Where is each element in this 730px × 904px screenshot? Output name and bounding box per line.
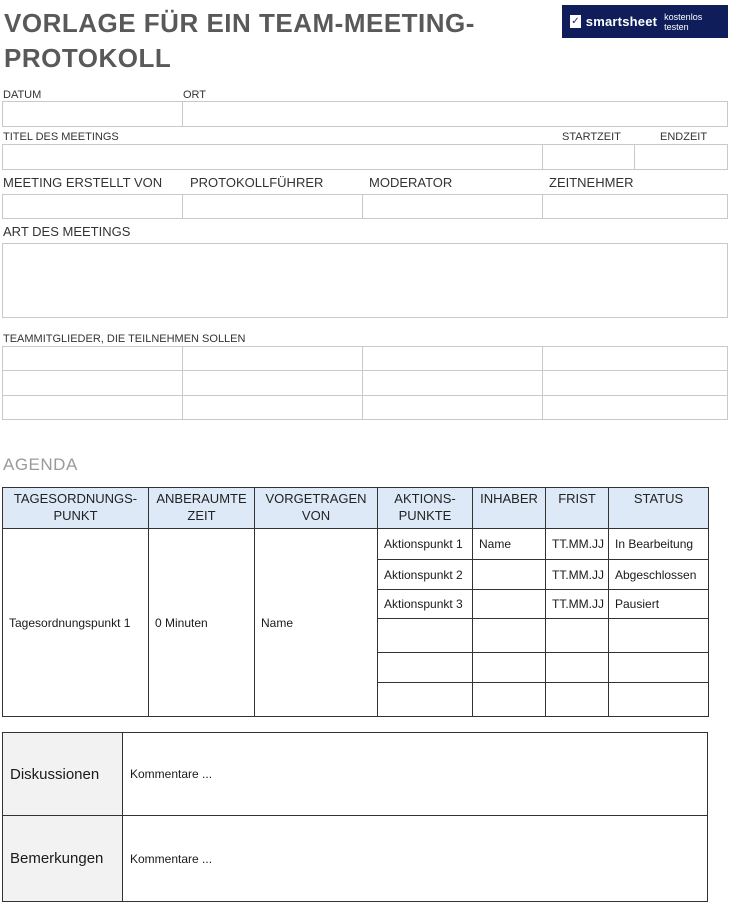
endzeit-label: ENDZEIT: [660, 131, 708, 143]
action-cell[interactable]: Aktionspunkt 2: [378, 560, 473, 590]
art-label: ART DES MEETINGS: [3, 224, 131, 239]
teilnehmer-cell[interactable]: [2, 346, 183, 371]
header-inhaber: INHABER: [473, 488, 546, 529]
erstellt-von-field[interactable]: [2, 194, 183, 219]
zeitnehmer-field[interactable]: [542, 194, 728, 219]
status-cell[interactable]: [609, 653, 709, 683]
inhaber-cell[interactable]: [473, 619, 546, 653]
header-von: VORGETRAGEN VON: [255, 488, 378, 529]
zeitnehmer-label: ZEITNEHMER: [549, 175, 634, 190]
endzeit-field[interactable]: [634, 144, 728, 170]
teilnehmer-cell[interactable]: [182, 346, 363, 371]
bemerkungen-heading: Bemerkungen: [3, 816, 123, 902]
action-cell[interactable]: Aktionspunkt 1: [378, 529, 473, 560]
status-cell[interactable]: [609, 619, 709, 653]
titel-label: TITEL DES MEETINGS: [3, 131, 119, 143]
agenda-item-punkt[interactable]: Tagesordnungspunkt 1: [3, 529, 149, 717]
agenda-item-von[interactable]: Name: [255, 529, 378, 717]
teilnehmer-cell[interactable]: [542, 370, 728, 396]
bemerkungen-comments[interactable]: Kommentare ...: [123, 816, 708, 902]
inhaber-cell[interactable]: [473, 683, 546, 717]
datum-label: DATUM: [3, 89, 42, 101]
comments-table: [2, 732, 708, 902]
header-punkt: TAGESORDNUNGS-PUNKT: [3, 488, 149, 529]
checkmark-icon: ✓: [571, 16, 580, 27]
teilnehmer-cell[interactable]: [542, 346, 728, 371]
protokollfuehrer-label: PROTOKOLLFÜHRER: [190, 175, 324, 190]
frist-cell[interactable]: [546, 653, 609, 683]
startzeit-label: STARTZEIT: [562, 131, 621, 143]
diskussionen-comments[interactable]: Kommentare ...: [123, 733, 708, 816]
frist-cell[interactable]: [546, 683, 609, 717]
inhaber-cell[interactable]: [473, 653, 546, 683]
teilnehmer-cell[interactable]: [362, 346, 543, 371]
logo-brand: smartsheet: [585, 14, 658, 29]
smartsheet-logo-button[interactable]: [562, 5, 728, 38]
erstellt-von-label: MEETING ERSTELLT VON: [3, 175, 163, 190]
frist-cell[interactable]: TT.MM.JJ: [546, 590, 609, 619]
ort-label: ORT: [183, 89, 207, 101]
status-cell[interactable]: Abgeschlossen: [609, 560, 709, 590]
teilnehmer-cell[interactable]: [542, 395, 728, 420]
action-cell[interactable]: [378, 653, 473, 683]
art-field[interactable]: [2, 243, 728, 318]
teilnehmer-cell[interactable]: [2, 370, 183, 396]
moderator-label: MODERATOR: [369, 175, 453, 190]
agenda-title: AGENDA: [3, 455, 78, 474]
action-cell[interactable]: [378, 619, 473, 653]
teilnehmer-cell[interactable]: [182, 370, 363, 396]
teilnehmer-label: TEAMMITGLIEDER, DIE TEILNEHMEN SOLLEN: [3, 333, 246, 345]
protokollfuehrer-field[interactable]: [182, 194, 363, 219]
status-cell[interactable]: In Bearbeitung: [609, 529, 709, 560]
page-title-line-2: PROTOKOLL: [4, 43, 172, 73]
startzeit-field[interactable]: [542, 144, 635, 170]
teilnehmer-cell[interactable]: [182, 395, 363, 420]
teilnehmer-cell[interactable]: [362, 370, 543, 396]
moderator-field[interactable]: [362, 194, 543, 219]
status-cell[interactable]: [609, 683, 709, 717]
header-zeit: ANBERAUMTE ZEIT: [149, 488, 255, 529]
agenda-item-zeit[interactable]: 0 Minuten: [149, 529, 255, 717]
ort-field[interactable]: [182, 101, 728, 127]
diskussionen-heading: Diskussionen: [3, 733, 123, 816]
datum-field[interactable]: [2, 101, 183, 127]
inhaber-cell[interactable]: [473, 560, 546, 590]
frist-cell[interactable]: TT.MM.JJ: [546, 560, 609, 590]
agenda-table: [2, 487, 709, 717]
logo-cta: kostenlos testen: [664, 11, 703, 32]
inhaber-cell[interactable]: Name: [473, 529, 546, 560]
page-title: [4, 6, 524, 76]
frist-cell[interactable]: TT.MM.JJ: [546, 529, 609, 560]
header-aktionen: AKTIONS-PUNKTE: [378, 488, 473, 529]
status-cell[interactable]: Pausiert: [609, 590, 709, 619]
frist-cell[interactable]: [546, 619, 609, 653]
action-cell[interactable]: [378, 683, 473, 717]
inhaber-cell[interactable]: [473, 590, 546, 619]
teilnehmer-cell[interactable]: [362, 395, 543, 420]
page-title-line-1: VORLAGE FÜR EIN TEAM-MEETING-: [4, 8, 475, 38]
header-status: STATUS: [609, 488, 709, 529]
titel-field[interactable]: [2, 144, 543, 170]
teilnehmer-cell[interactable]: [2, 395, 183, 420]
header-frist: FRIST: [546, 488, 609, 529]
action-cell[interactable]: Aktionspunkt 3: [378, 590, 473, 619]
